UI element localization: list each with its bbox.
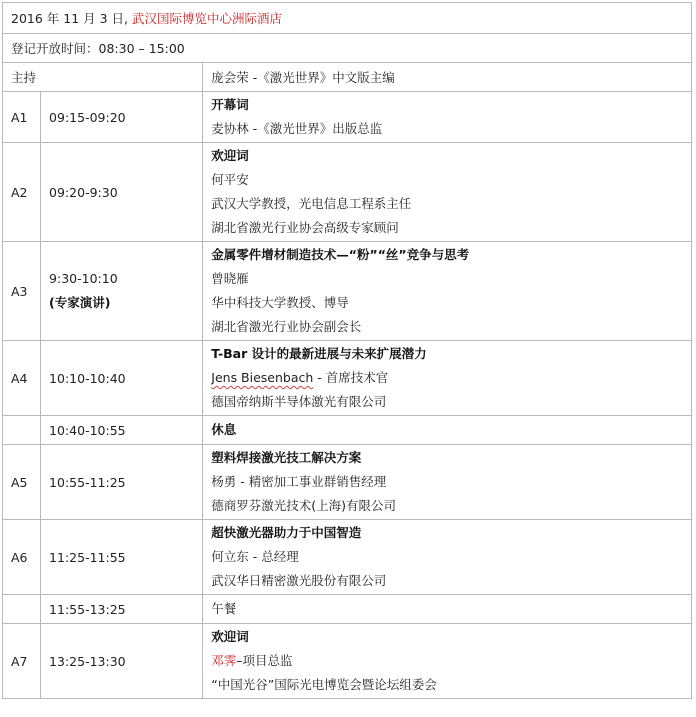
session-speaker-line [211, 366, 691, 390]
event-venue: 武汉国际博览中心洲际酒店 [132, 11, 283, 26]
session-time: 11:25-11:55 [41, 520, 203, 595]
session-speaker: 麦协林 -《激光世界》出版总监 [211, 121, 383, 136]
session-time: 13:25-13:30 [41, 624, 203, 699]
session-title: 欢迎词 [211, 148, 249, 163]
session-row-a1 [3, 92, 692, 143]
session-row-a7 [3, 624, 692, 699]
session-time: 09:20-9:30 [41, 143, 203, 242]
session-row-a6 [3, 520, 692, 595]
session-row-a5 [3, 445, 692, 520]
session-id: A2 [3, 143, 41, 242]
host-row [3, 63, 692, 92]
speaker-role: –项目总监 [236, 653, 293, 668]
host-value: 庞会荣 -《激光世界》中文版主编 [203, 63, 692, 92]
lunch-row [3, 595, 692, 624]
date-venue-row [3, 3, 692, 34]
session-row-a4 [3, 341, 692, 416]
session-affiliation: 德商罗芬激光技术(上海)有限公司 [211, 498, 397, 513]
session-affiliation: 华中科技大学教授、博导 [211, 295, 349, 310]
session-details [203, 595, 692, 624]
session-title: 超快激光器助力于中国智造 [211, 525, 362, 540]
session-time-cell [41, 242, 203, 341]
session-details [203, 143, 692, 242]
session-details [203, 341, 692, 416]
session-title: 休息 [211, 422, 237, 437]
session-id: A4 [3, 341, 41, 416]
session-affiliation: 湖北省激光行业协会副会长 [211, 319, 362, 334]
session-row-a3 [3, 242, 692, 341]
session-time: 10:55-11:25 [41, 445, 203, 520]
session-title: T-Bar 设计的最新进展与未来扩展潜力 [211, 346, 427, 361]
speaker-name: 邓霁 [211, 653, 237, 668]
session-details [203, 92, 692, 143]
break-row [3, 416, 692, 445]
session-id: A5 [3, 445, 41, 520]
speaker-role: - 首席技术官 [313, 370, 389, 385]
session-speaker: 曾晓雁 [211, 271, 249, 286]
session-affiliation: 德国帝纳斯半导体激光有限公司 [211, 394, 387, 409]
session-id: A7 [3, 624, 41, 699]
session-id [3, 416, 41, 445]
checkin-row [3, 34, 692, 63]
session-time: 9:30-10:10 [49, 271, 118, 286]
host-label: 主持 [3, 63, 203, 92]
session-title: 金属零件增材制造技术—“粉”“丝”竞争与思考 [211, 247, 470, 262]
session-speaker: 何平安 [211, 172, 249, 187]
schedule-table [2, 2, 692, 699]
session-affiliation: 武汉华日精密激光股份有限公司 [211, 573, 387, 588]
session-id: A3 [3, 242, 41, 341]
session-title: 塑料焊接激光技工解决方案 [211, 450, 362, 465]
session-title: 午餐 [211, 601, 237, 616]
session-affiliation: 武汉大学教授，光电信息工程系主任 [211, 196, 412, 211]
speaker-name: Jens Biesenbach [211, 370, 314, 385]
session-title: 开幕词 [211, 97, 249, 112]
checkin-cell: 登记开放时间：08:30 – 15:00 [3, 34, 692, 63]
session-id [3, 595, 41, 624]
session-affiliation: “中国光谷”国际光电博览会暨论坛组委会 [211, 677, 437, 692]
session-time: 09:15-09:20 [41, 92, 203, 143]
session-speaker-line [211, 649, 691, 673]
session-details [203, 416, 692, 445]
session-id: A1 [3, 92, 41, 143]
session-details [203, 242, 692, 341]
event-date: 2016 年 11 月 3 日, [11, 11, 129, 26]
session-time: 10:10-10:40 [41, 341, 203, 416]
session-time: 10:40-10:55 [41, 416, 203, 445]
session-time-note: (专家演讲) [49, 295, 111, 310]
session-affiliation: 湖北省激光行业协会高级专家顾问 [211, 220, 399, 235]
session-id: A6 [3, 520, 41, 595]
session-details [203, 445, 692, 520]
session-time: 11:55-13:25 [41, 595, 203, 624]
date-venue-cell [3, 3, 692, 34]
session-details [203, 624, 692, 699]
session-row-a2 [3, 143, 692, 242]
session-speaker: 杨勇 - 精密加工事业群销售经理 [211, 474, 387, 489]
session-title: 欢迎词 [211, 629, 249, 644]
session-details [203, 520, 692, 595]
session-speaker: 何立东 - 总经理 [211, 549, 299, 564]
